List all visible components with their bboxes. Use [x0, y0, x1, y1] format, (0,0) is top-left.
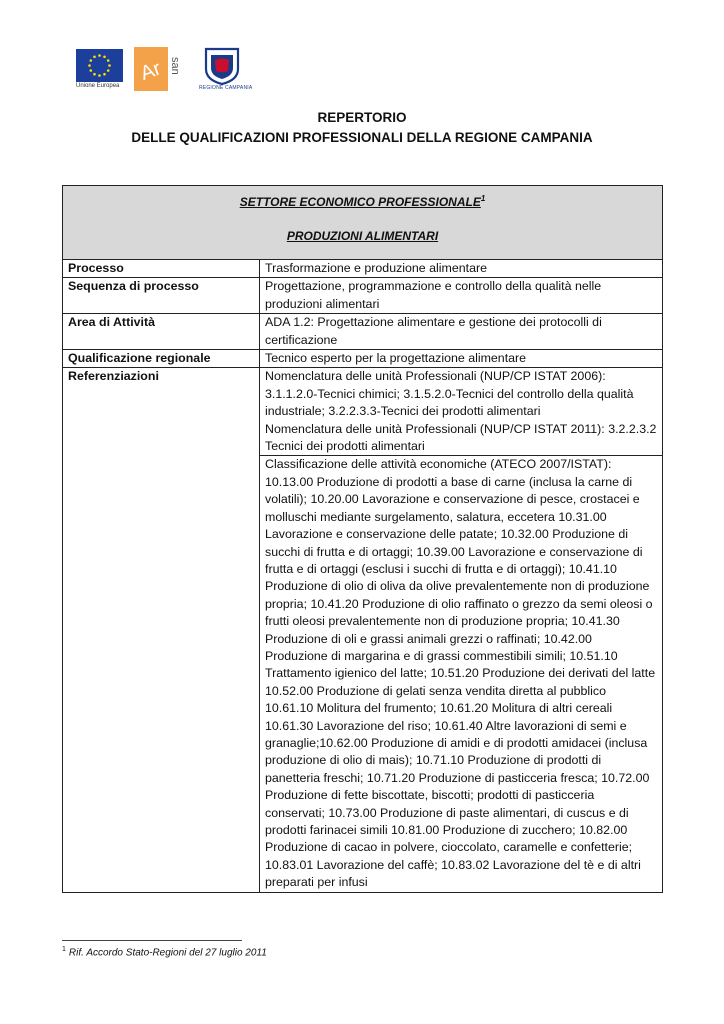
footnote-separator — [62, 940, 242, 941]
footnote-text: Rif. Accordo Stato-Regioni del 27 luglio 2011 — [68, 947, 267, 959]
document-subtitle: DELLE QUALIFICAZIONI PROFESSIONALI DELLA REGIONE CAMPANIA — [131, 130, 593, 145]
footnote — [62, 946, 267, 958]
row-value-sequenza: Progettazione, programmazione e controllo della qualità nelle produzioni alimentari — [260, 278, 663, 314]
row-label-qualificazione: Qualificazione regionale — [63, 350, 260, 368]
table-row — [63, 278, 663, 314]
footnote-ref: 1 — [480, 194, 486, 203]
table-row — [63, 368, 663, 456]
row-value-ateco: Classificazione delle attività economiche (ATECO 2007/ISTAT): 10.13.00 Produzione di prodotti a base di carne (inclusa la carne di volatili); 10.20.00 Lavorazione e conservazione di pesce, crostacei e molluschi mediante surgelamento, salatura, eccetera 10.31.00 Lavorazione e conservazione delle patate; 10.32.00 Produzione di succhi di frutta e di ortaggi; 10.39.00 Lavorazione e conservazione di frutta e di ortaggi (esclusi i succhi di frutta e di ortaggi); 10.41.10 Produzione di olio di oliva da olive prevalentemente non di produzione propria; 10.41.20 Produzione di olio raffinato o grezzo da semi oleosi o frutti oleosi prevalentemente non di produzione propria; 10.41.30 Produzione di oli e grassi animali grezzi o raffinati; 10.42.00 Produzione di margarina e di grassi commestibili simili; 10.51.10 Trattamento igienico del latte; 10.51.20 Produzione dei derivati del latte 10.52.00 Produzione di gelati senza vendita diretta al pubblico 10.61.10 Molitura del frumento; 10.61.20 Molitura di altri cereali 10.61.30 Lavorazione del riso; 10.61.40 Altre lavorazioni di semi e granaglie;10.62.00 Produzione di amidi e di prodotti amidacei (inclusa produzione di olio di mais); 10.71.10 Produzione di prodotti di panetteria freschi; 10.71.20 Produzione di pasticceria fresca; 10.72.00 Produzione di fette biscottate, biscotti; prodotti di pasticceria conservati; 10.73.00 Produzione di paste alimentari, di cuscus e di prodotti farinacei simili 10.81.00 Produzione di zucchero; 10.82.00 Produzione di cacao in polvere, cioccolato, caramelle e confetterie; 10.83.01 Lavorazione del caffè; 10.83.02 Lavorazione del tè e di altri preparati per infusi — [260, 456, 663, 892]
table-row — [63, 350, 663, 368]
row-label-processo: Processo — [63, 260, 260, 278]
table-row — [63, 314, 663, 350]
eu-caption: Unione Europea — [76, 83, 120, 89]
regione-campania-caption: REGIONE CAMPANIA — [199, 85, 253, 91]
row-label-sequenza: Sequenza di processo — [63, 278, 260, 314]
eu-flag-logo — [76, 49, 123, 82]
sector-value: PRODUZIONI ALIMENTARI — [286, 229, 439, 244]
sector-label: SETTORE ECONOMICO PROFESSIONALE$^1$ — [239, 194, 486, 209]
svg-text:Ar: Ar — [137, 57, 164, 85]
qualification-table — [62, 185, 663, 893]
row-label-area: Area di Attività — [63, 314, 260, 350]
row-value-nup — [260, 368, 663, 456]
row-value-processo: Trasformazione e produzione alimentare — [260, 260, 663, 278]
sector-header-row — [63, 186, 663, 260]
row-value-area: ADA 1.2: Progettazione alimentare e gestione dei protocolli di certificazione — [260, 314, 663, 350]
arsan-logo — [134, 47, 184, 91]
table-row — [63, 260, 663, 278]
sector-header-cell — [63, 186, 663, 260]
nup-2006: Nomenclatura delle unità Professionali (NUP/CP ISTAT 2006): 3.1.1.2.0-Tecnici chimici; 3.1.5.2.0-Tecnici del controllo della qualità industriale; 3.2.2.3.3-Tecnici dei prodotti alimentari — [265, 369, 634, 419]
footnote-number: 1 — [62, 946, 66, 953]
svg-text:san: san — [169, 57, 181, 75]
nup-2011: Nomenclatura delle unità Professionali (NUP/CP ISTAT 2011): 3.2.2.3.2 Tecnici dei prodotti alimentari — [265, 421, 657, 454]
document-title: REPERTORIO — [317, 110, 407, 125]
row-label-referenziazioni: Referenziazioni — [63, 368, 260, 892]
row-value-qualificazione: Tecnico esperto per la progettazione alimentare — [260, 350, 663, 368]
